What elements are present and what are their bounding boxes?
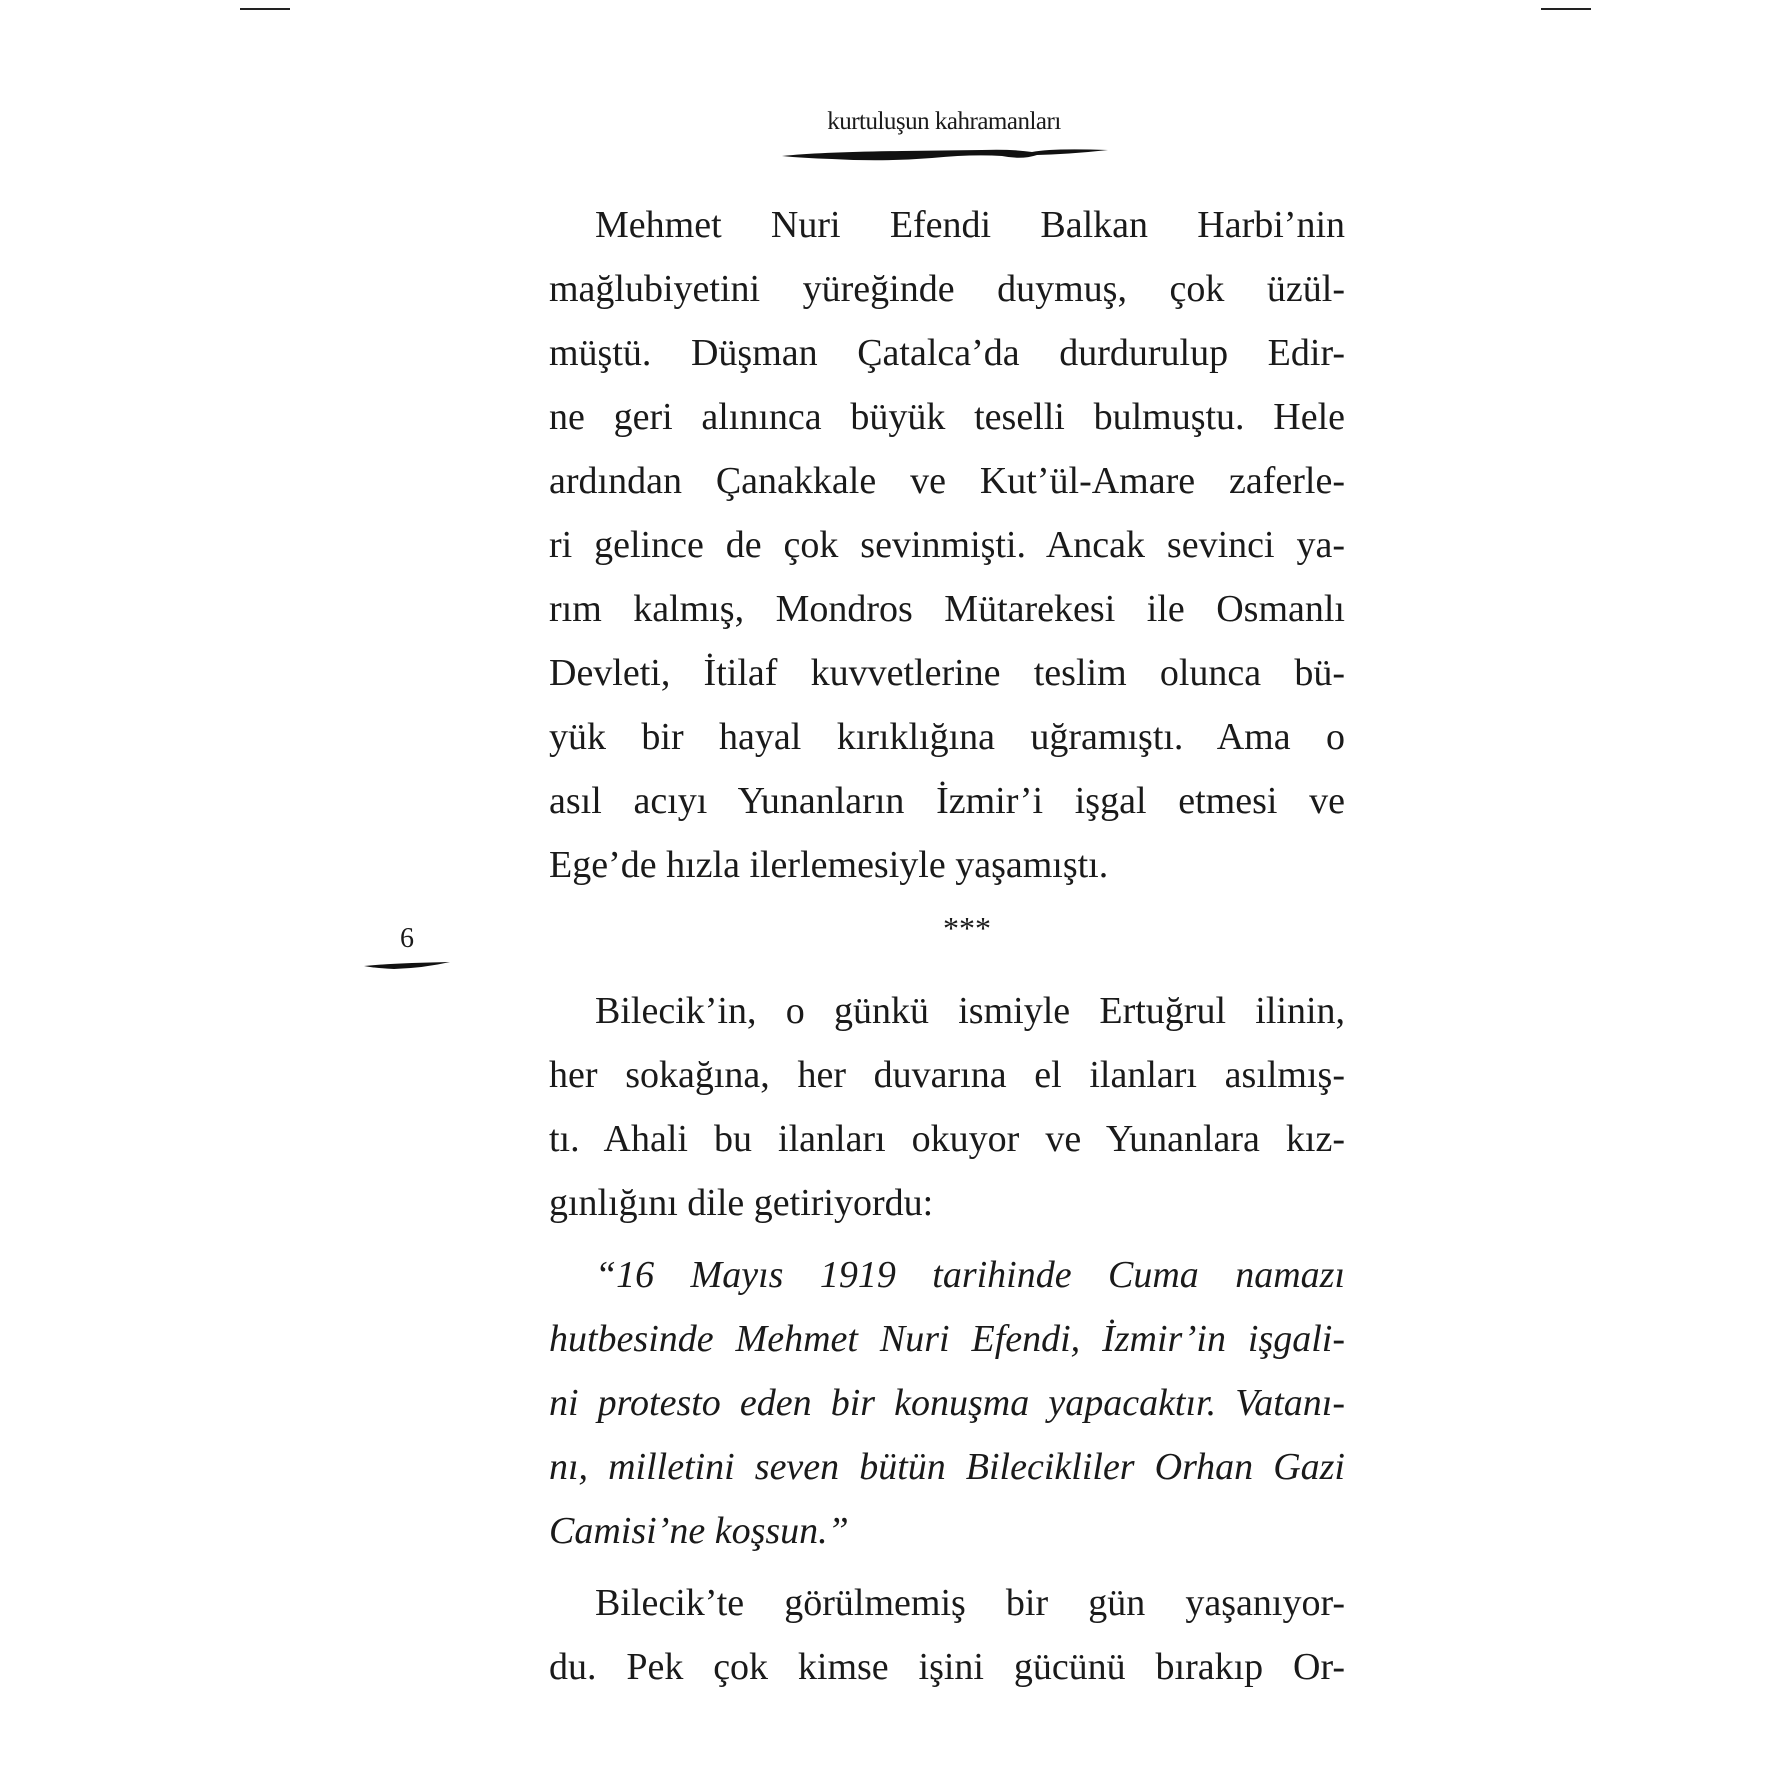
text-line: Ege’de hızla ilerlemesiyle yaşamıştı. bbox=[549, 844, 1109, 886]
text-line: Devleti, İtilaf kuvvetlerine teslim olunca bü- bbox=[549, 652, 1345, 694]
text-line: ne geri alınınca büyük teselli bulmuştu. Hele bbox=[549, 396, 1345, 438]
text-line: ri gelince de çok sevinmişti. Ancak sevinci ya- bbox=[549, 524, 1345, 566]
quote-paragraph bbox=[549, 1243, 1345, 1563]
text-line: du. Pek çok kimse işini gücünü bırakıp Or- bbox=[549, 1646, 1345, 1688]
text-line: yük bir hayal kırıklığına uğramıştı. Ama o bbox=[549, 716, 1345, 758]
paragraph-3 bbox=[549, 1571, 1345, 1699]
text-line: tı. Ahali bu ilanları okuyor ve Yunanlara kız- bbox=[549, 1118, 1345, 1160]
text-line: “16 Mayıs 1919 tarihinde Cuma namazı bbox=[595, 1254, 1345, 1296]
text-line: hutbesinde Mehmet Nuri Efendi, İzmir’in işgali- bbox=[549, 1318, 1345, 1360]
section-separator: *** bbox=[943, 910, 991, 946]
text-line: gınlığını dile getiriyordu: bbox=[549, 1182, 934, 1224]
text-line: Bilecik’in, o günkü ismiyle Ertuğrul ilinin, bbox=[595, 990, 1345, 1032]
text-line: asıl acıyı Yunanların İzmir’i işgal etmesi ve bbox=[549, 780, 1345, 822]
page-number: 6 bbox=[400, 923, 414, 954]
text-line: mağlubiyetini yüreğinde duymuş, çok üzül- bbox=[549, 268, 1345, 310]
text-line: rım kalmış, Mondros Mütarekesi ile Osmanlı bbox=[549, 588, 1345, 630]
text-line: ni protesto eden bir konuşma yapacaktır. Vatanı- bbox=[549, 1382, 1345, 1424]
paragraph-1 bbox=[549, 193, 1345, 897]
header-swash-ornament bbox=[782, 146, 1108, 164]
page-number-swash bbox=[364, 960, 450, 970]
text-line: müştü. Düşman Çatalca’da durdurulup Edir- bbox=[549, 332, 1345, 374]
text-line: Camisi’ne koşsun.” bbox=[549, 1510, 849, 1552]
running-head: kurtuluşun kahramanları bbox=[827, 108, 1061, 135]
paragraph-2 bbox=[549, 979, 1345, 1235]
crop-mark-left bbox=[240, 8, 290, 10]
text-line: ardından Çanakkale ve Kut’ül-Amare zaferle- bbox=[549, 460, 1345, 502]
text-line: nı, milletini seven bütün Bilecikliler Orhan Gazi bbox=[549, 1446, 1345, 1488]
text-line: Bilecik’te görülmemiş bir gün yaşanıyor- bbox=[595, 1582, 1345, 1624]
text-line: Mehmet Nuri Efendi Balkan Harbi’nin bbox=[595, 204, 1345, 246]
text-line: her sokağına, her duvarına el ilanları asılmış- bbox=[549, 1054, 1345, 1096]
crop-mark-right bbox=[1541, 8, 1591, 10]
